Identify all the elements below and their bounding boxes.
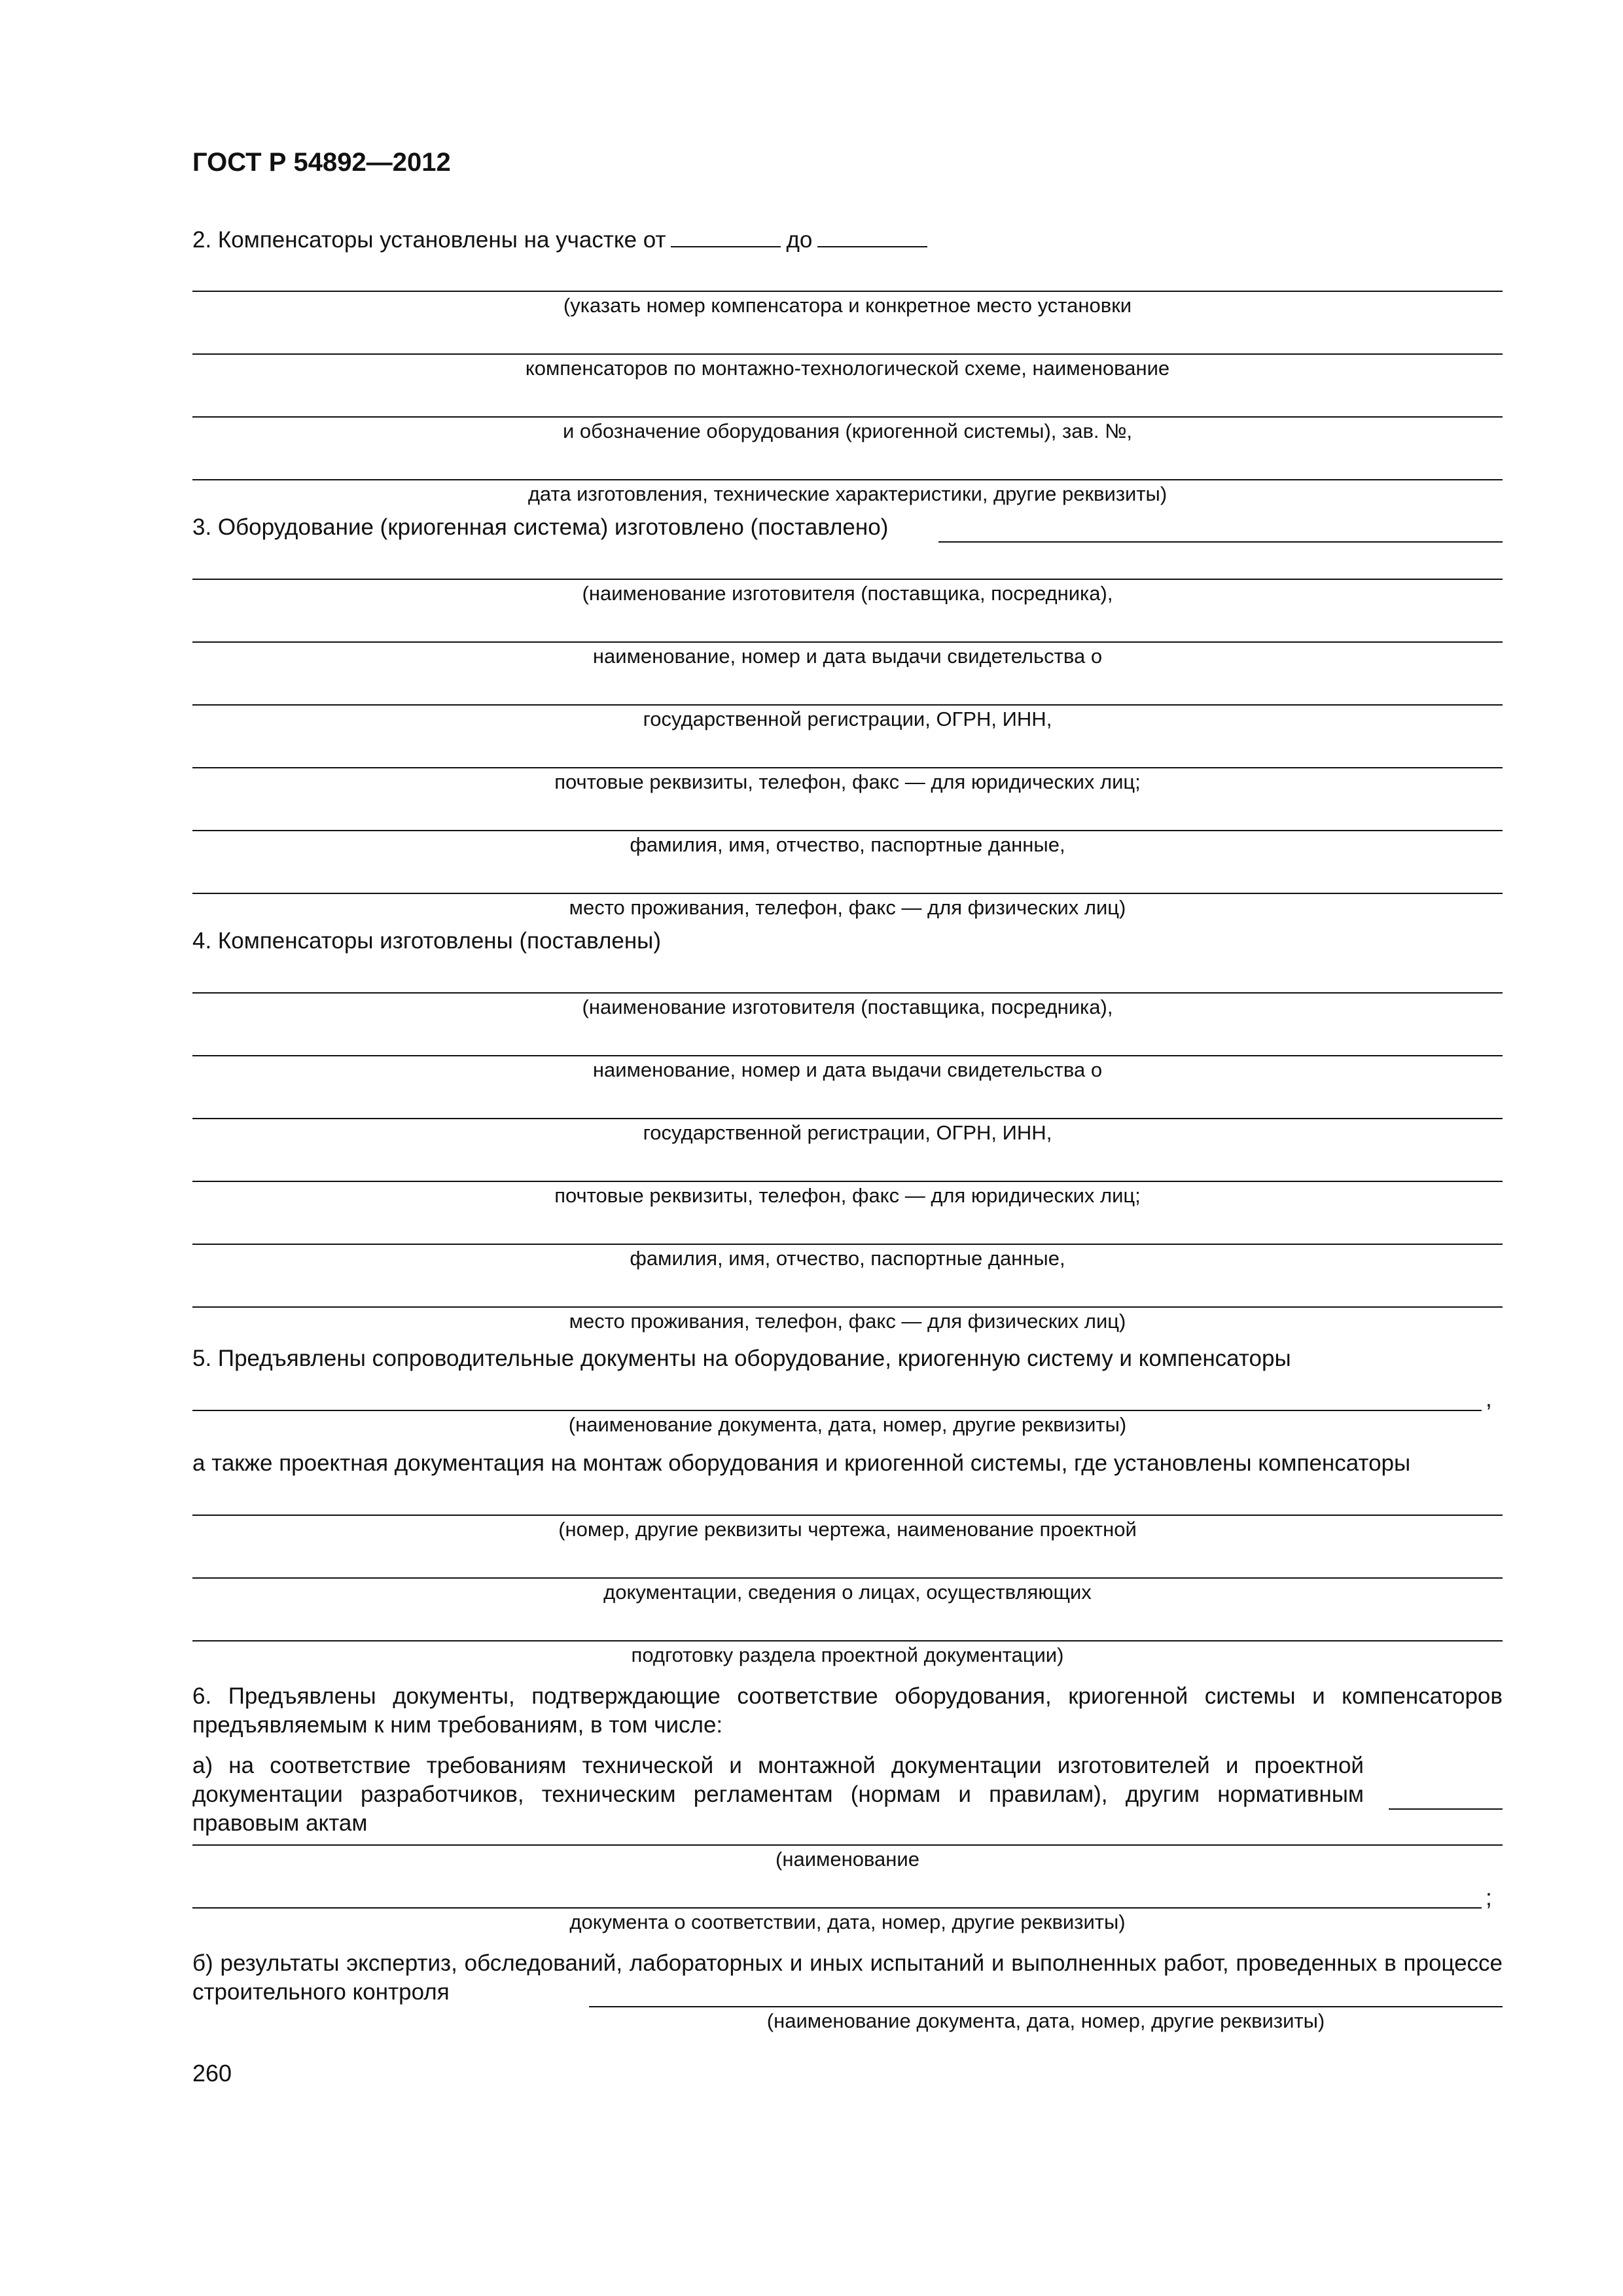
field-line[interactable] [589, 2006, 1503, 2007]
field-line[interactable] [192, 893, 1503, 894]
field-caption: наименование, номер и дата выдачи свидетельства о [592, 1058, 1103, 1081]
field-line[interactable] [1389, 1808, 1503, 1810]
field-line[interactable] [192, 291, 1503, 292]
section-5-also: а также проектная документация на монтаж оборудования и криогенной системы, где установлены компенсаторы [192, 1450, 1411, 1476]
field-caption: документации, сведения о лицах, осуществляющих [603, 1581, 1092, 1604]
field-caption: подготовку раздела проектной документации) [631, 1643, 1064, 1666]
section-4-lead: 4. Компенсаторы изготовлены (поставлены) [192, 928, 661, 954]
field-line[interactable] [192, 1515, 1503, 1516]
section-2-to: до [786, 227, 813, 253]
field-caption: (наименование документа, дата, номер, другие реквизиты) [568, 1413, 1127, 1436]
field-line[interactable] [192, 1118, 1503, 1119]
field-caption: место проживания, телефон, факс — для физических лиц) [569, 896, 1126, 919]
field-caption: документа о соответствии, дата, номер, другие реквизиты) [569, 1910, 1126, 1933]
field-line[interactable] [192, 767, 1503, 768]
section-5-lead: 5. Предъявлены сопроводительные документы на оборудование, криогенную систему и компенсаторы [192, 1346, 1291, 1371]
field-caption: государственной регистрации, ОГРН, ИНН, [643, 1121, 1052, 1144]
comma-mark: , [1486, 1386, 1492, 1412]
field-line[interactable] [192, 1306, 1503, 1308]
field-caption: (номер, другие реквизиты чертежа, наименование проектной [558, 1518, 1137, 1541]
field-line[interactable] [192, 1577, 1503, 1579]
section-2-lead: 2. Компенсаторы установлены на участке от [192, 227, 666, 253]
field-line[interactable] [192, 1410, 1482, 1411]
field-caption: (наименование [776, 1848, 919, 1871]
field-caption: компенсаторов по монтажно-технологической схеме, наименование [525, 357, 1170, 380]
document-header: ГОСТ Р 54892—2012 [192, 148, 451, 177]
field-line[interactable] [192, 416, 1503, 418]
field-line[interactable] [938, 541, 1503, 543]
field-caption: государственной регистрации, ОГРН, ИНН, [643, 708, 1052, 730]
section-2-text [192, 224, 933, 255]
field-line[interactable] [192, 353, 1503, 355]
section-6b-text: б) результаты экспертиз, обследований, лабораторных и иных испытаний и выполненных работ, проведенных в процессе строительного контроля [192, 1950, 1503, 2005]
field-caption: почтовые реквизиты, телефон, факс — для юридических лиц; [554, 770, 1141, 793]
field-line[interactable] [192, 830, 1503, 831]
field-line[interactable] [192, 641, 1503, 643]
field-caption: наименование, номер и дата выдачи свидетельства о [592, 645, 1103, 668]
field-line[interactable] [192, 579, 1503, 580]
field-caption: (наименование изготовителя (поставщика, посредника), [582, 582, 1113, 605]
field-caption: (указать номер компенсатора и конкретное место установки [563, 294, 1132, 317]
field-line[interactable] [192, 992, 1503, 994]
field-caption: место проживания, телефон, факс — для физических лиц) [569, 1310, 1126, 1333]
section-6-lead: 6. Предъявлены документы, подтверждающие соответствие оборудования, криогенной системы и компенсаторов предъявляемым к ним требованиям, в том числе: [192, 1683, 1503, 1738]
field-line[interactable] [192, 1640, 1503, 1641]
field-line[interactable] [192, 479, 1503, 480]
field-line[interactable] [192, 1244, 1503, 1245]
field-caption: (наименование документа, дата, номер, другие реквизиты) [766, 2009, 1325, 2032]
field-caption: фамилия, имя, отчество, паспортные данные, [630, 833, 1065, 856]
field-caption: почтовые реквизиты, телефон, факс — для юридических лиц; [554, 1184, 1141, 1207]
field-line[interactable] [192, 1055, 1503, 1056]
section-3-lead: 3. Оборудование (криогенная система) изготовлено (поставлено) [192, 514, 889, 540]
field-line[interactable] [192, 1844, 1503, 1846]
field-caption: (наименование изготовителя (поставщика, посредника), [582, 996, 1113, 1018]
field-line[interactable] [192, 1907, 1482, 1909]
field-caption: и обозначение оборудования (криогенной системы), зав. №, [562, 420, 1133, 442]
section-6a-text: а) на соответствие требованиям технической и монтажной документации изготовителей и проектной документации разработчиков, техническим регламентам (нормам и правилам), другим нормативным правовым актам [192, 1753, 1364, 1836]
field-from-blank[interactable] [671, 224, 781, 247]
page-number: 260 [192, 2060, 232, 2087]
field-to-blank[interactable] [817, 224, 927, 247]
field-caption: дата изготовления, технические характеристики, другие реквизиты) [527, 482, 1168, 505]
field-caption: фамилия, имя, отчество, паспортные данные, [630, 1247, 1065, 1270]
semicolon-mark: ; [1486, 1885, 1492, 1910]
field-line[interactable] [192, 1181, 1503, 1182]
field-line[interactable] [192, 704, 1503, 706]
